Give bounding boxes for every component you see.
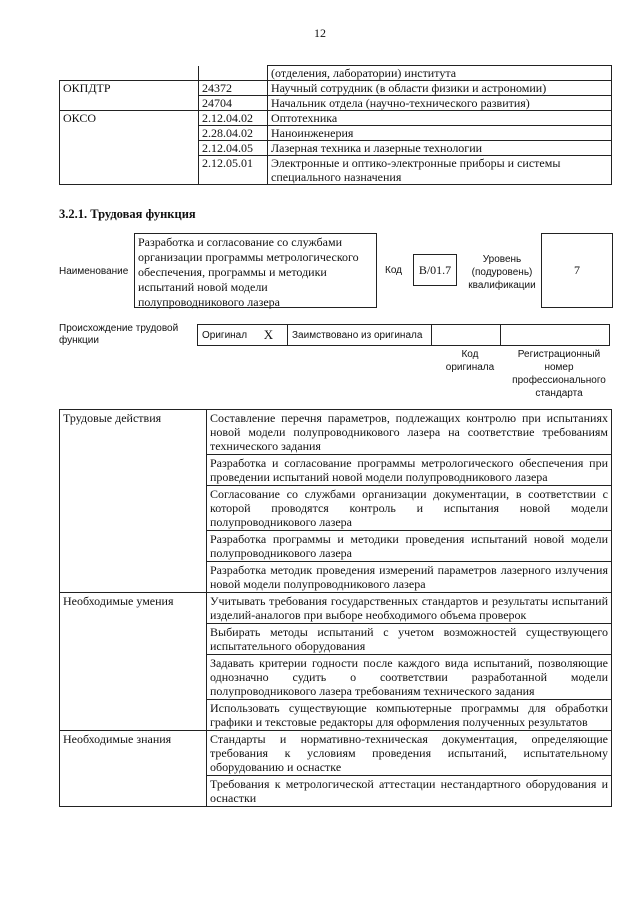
section-title: 3.2.1. Трудовая функция <box>59 207 196 221</box>
table-cell <box>60 66 199 81</box>
classifier-code: 2.12.05.01 <box>199 156 268 185</box>
table-cell: (отделения, лаборатории) института <box>268 66 612 81</box>
table-row <box>60 731 612 776</box>
classifier-name: ОКПДТР <box>60 81 199 111</box>
table-cell: Стандарты и нормативно-техническая документация, определяющие требования к условиям проведения испытаний, испытательному оборудованию и оснастке <box>207 731 612 776</box>
original-code-cell <box>431 324 501 346</box>
classifier-title: Начальник отдела (научно-технического развития) <box>268 96 612 111</box>
function-code-box: B/01.7 <box>413 254 457 286</box>
table-cell: Требования к метрологической аттестации нестандартного оборудования и оснастки <box>207 776 612 807</box>
classifier-code: 24704 <box>199 96 268 111</box>
name-label: Наименование <box>59 266 129 277</box>
required-skills-header: Необходимые умения <box>60 593 207 731</box>
classifier-code: 2.28.04.02 <box>199 126 268 141</box>
classifier-title: Оптотехника <box>268 111 612 126</box>
classifier-title: Наноинженерия <box>268 126 612 141</box>
table-cell: Разработка программы и методики проведения испытаний новой модели полупроводникового лазера <box>207 531 612 562</box>
classifier-title: Лазерная техника и лазерные технологии <box>268 141 612 156</box>
level-label: Уровень (подуровень) квалификации <box>468 254 536 291</box>
code-label: Код <box>385 265 403 276</box>
classifier-code: 2.12.04.05 <box>199 141 268 156</box>
original-mark: X <box>250 324 288 346</box>
original-label: Оригинал <box>197 324 251 346</box>
original-code-caption: Код оригинала <box>445 349 495 373</box>
table-cell: Разработка методик проведения измерений параметров лазерного излучения новой модели полупроводникового лазера <box>207 562 612 593</box>
classifier-code: 24372 <box>199 81 268 96</box>
table-row <box>60 66 612 81</box>
required-knowledge-header: Необходимые знания <box>60 731 207 807</box>
origin-row <box>198 324 613 346</box>
borrowed-label: Заимствовано из оригинала <box>287 324 432 346</box>
table-row <box>60 111 612 126</box>
registration-number-caption: Регистрационный номер профессионального стандарта <box>512 349 606 399</box>
table-cell: Учитывать требования государственных стандартов и результаты испытаний изделий-аналогов при выборе необходимого объема проверок <box>207 593 612 624</box>
classifier-name: ОКСО <box>60 111 199 185</box>
classifier-title: Электронные и оптико-электронные приборы и системы специального назначения <box>268 156 612 185</box>
origin-label: Происхождение трудовой функции <box>59 323 179 346</box>
table-cell: Использовать существующие компьютерные программы для обработки графики и текстовые редакторы для оформления полученных результатов <box>207 700 612 731</box>
table-cell <box>199 66 268 81</box>
classifier-code: 2.12.04.02 <box>199 111 268 126</box>
labor-actions-header: Трудовые действия <box>60 410 207 593</box>
table-cell: Составление перечня параметров, подлежащих контролю при испытаниях новой модели полупроводникового лазера на соответствие требованиям технического задания <box>207 410 612 455</box>
labor-function-table <box>59 409 612 807</box>
registration-number-cell <box>500 324 610 346</box>
classification-codes-table <box>59 65 612 185</box>
table-cell: Согласование со службами организации документации, в соответствии с которой проводятся контроль и испытания новой модели полупроводникового лазера <box>207 486 612 531</box>
table-cell: Разработка и согласование программы метрологического обеспечения при проведении испытаний новой модели полупроводникового лазера <box>207 455 612 486</box>
table-row <box>60 410 612 455</box>
table-cell: Выбирать методы испытаний с учетом возможностей существующего испытательного оборудования <box>207 624 612 655</box>
table-row <box>60 81 612 96</box>
page-number: 12 <box>314 26 326 40</box>
table-row <box>60 593 612 624</box>
qualification-level-box: 7 <box>541 233 613 308</box>
table-cell: Задавать критерии годности после каждого вида испытаний, позволяющие однозначно судить о соответствии разработанной модели полупроводникового лазера требованиям технического задания <box>207 655 612 700</box>
classifier-title: Научный сотрудник (в области физики и астрономии) <box>268 81 612 96</box>
function-name-box: Разработка и согласование со службами организации программы метрологического обеспечения, программы и методики испытаний новой модели полупроводникового лазера <box>134 233 377 308</box>
